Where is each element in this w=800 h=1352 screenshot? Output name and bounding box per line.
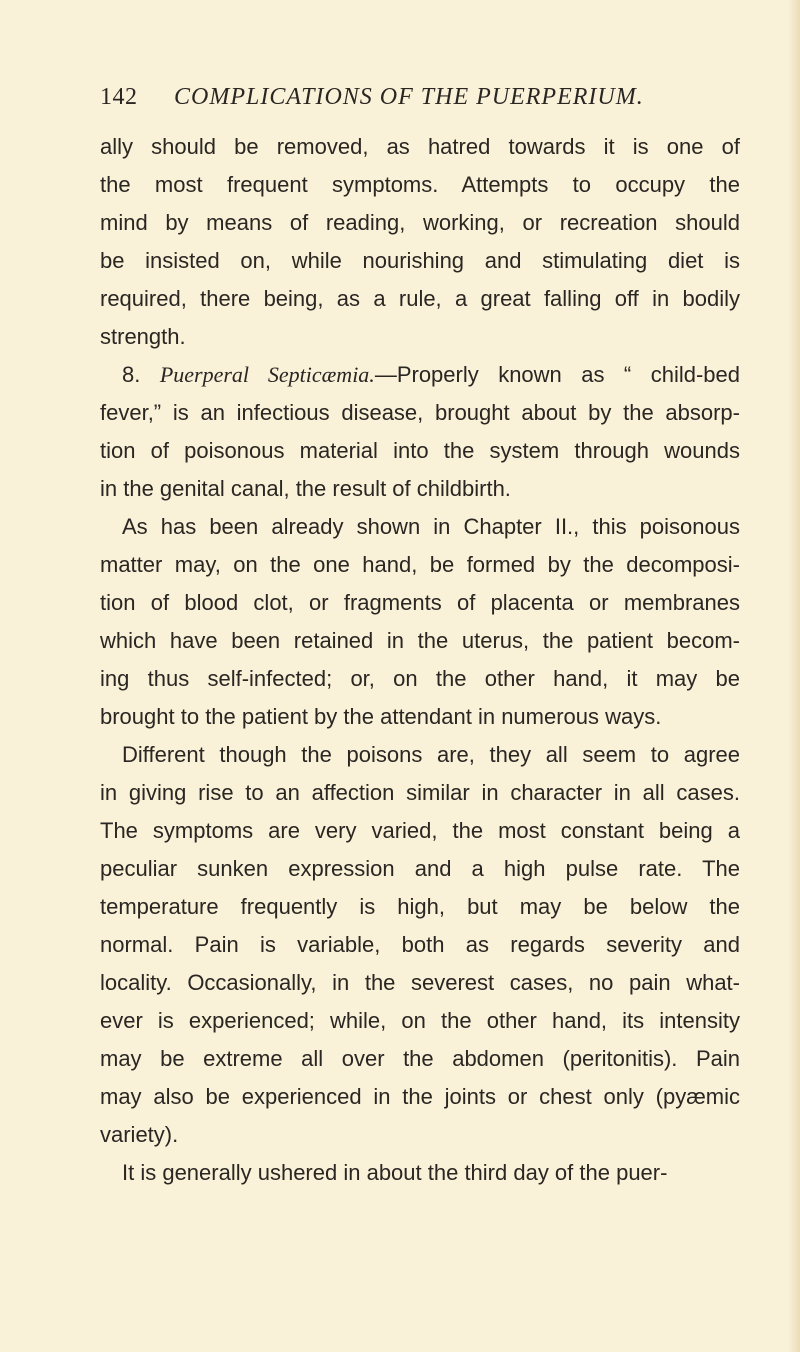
section-heading-line xyxy=(100,356,740,394)
text-line: be insisted on, while nourishing and stimulating diet is xyxy=(100,248,740,273)
text-line: mind by means of reading, working, or recreation should xyxy=(100,210,740,235)
page-edge xyxy=(788,0,800,1352)
text-line: matter may, on the one hand, be formed by the decomposi- xyxy=(100,552,740,577)
text-line: strength. xyxy=(100,324,186,349)
text-line: variety). xyxy=(100,1122,179,1147)
section-heading-rest: —Properly known as “ child-bed xyxy=(374,362,740,387)
text-line: which have been retained in the uterus, the patient becom- xyxy=(100,628,740,653)
text-line: fever,” is an infectious disease, brought about by the absorp- xyxy=(100,400,740,425)
text-line: ally should be removed, as hatred towards it is one of xyxy=(100,134,740,159)
text-line: tion of blood clot, or fragments of placenta or membranes xyxy=(100,590,740,615)
section-number: 8. xyxy=(122,362,141,387)
text-line: may be extreme all over the abdomen (peritonitis). Pain xyxy=(100,1046,740,1071)
text-line: It is generally ushered in about the third day of the puer- xyxy=(122,1160,668,1185)
text-line: ing thus self-infected; or, on the other hand, it may be xyxy=(100,666,740,691)
section-heading: Puerperal Septicæmia. xyxy=(159,362,375,387)
text-line: brought to the patient by the attendant in numerous ways. xyxy=(100,704,662,729)
text-line: Different though the poisons are, they all seem to agree xyxy=(122,742,740,767)
page-number: 142 xyxy=(100,84,138,110)
text-line: the most frequent symptoms. Attempts to occupy the xyxy=(100,172,740,197)
text-line: ever is experienced; while, on the other hand, its intensity xyxy=(100,1008,740,1033)
text-line: temperature frequently is high, but may be below the xyxy=(100,894,740,919)
text-line: locality. Occasionally, in the severest cases, no pain what- xyxy=(100,970,740,995)
text-line: may also be experienced in the joints or chest only (pyæmic xyxy=(100,1084,740,1109)
text-line: As has been already shown in Chapter II., this poisonous xyxy=(122,514,740,539)
text-line: required, there being, as a rule, a great falling off in bodily xyxy=(100,286,740,311)
text-line: normal. Pain is variable, both as regards severity and xyxy=(100,932,740,957)
text-line: in the genital canal, the result of childbirth. xyxy=(100,476,511,501)
text-line: The symptoms are very varied, the most constant being a xyxy=(100,818,740,843)
body-text xyxy=(100,128,740,1192)
page-header xyxy=(100,84,720,114)
running-title: COMPLICATIONS OF THE PUERPERIUM. xyxy=(174,84,644,110)
text-line: tion of poisonous material into the system through wounds xyxy=(100,438,740,463)
text-line: peculiar sunken expression and a high pulse rate. The xyxy=(100,856,740,881)
text-line: in giving rise to an affection similar in character in all cases. xyxy=(100,780,740,805)
